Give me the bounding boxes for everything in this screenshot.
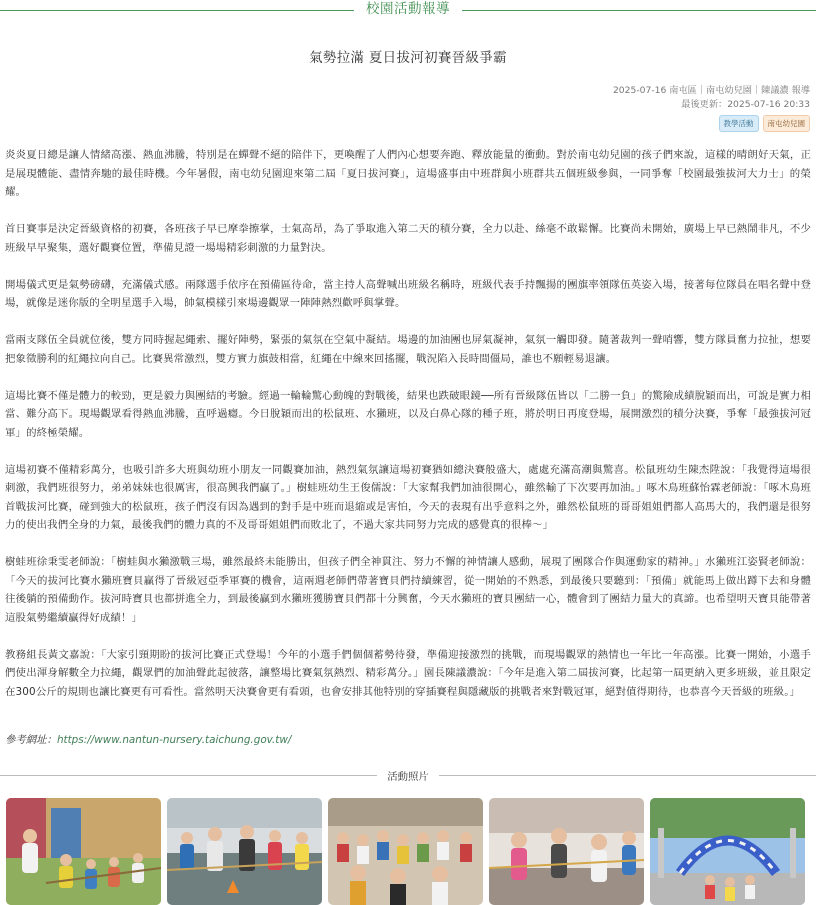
header-divider-right	[462, 10, 816, 11]
paragraph: 這場初賽不僅精彩萬分，也吸引許多大班與幼班小朋友一同觀賽加油，熱烈氣氛讓這場初賽猶如總決賽般盛大，處處充滿高潮與驚喜。松鼠班幼生陳杰陞說：「我覺得這場很刺激，我們班很努力，弟弟妹妹也很厲害，很高興我們贏了。」樹蛙班幼生王俊儒說：「大家幫我們加油很開心，雖然輸了下次要再加油。」啄木鳥班蘇怡霖老師說：「啄木鳥班首戰拔河比賽，碰到強大的松鼠班，孩子們沒有因為遇到的對手是中班而退縮或是害怕，今天的表現有出乎意料之外，雖然松鼠班的哥哥姐姐們都人高馬大的，我們還是很努力的使出我們全身的力氣，最後我們的體力真的不及哥哥姐姐們而敗北了，不過大家共同努力完成的感覺真的很棒～」	[5, 463, 811, 531]
tag-school[interactable]: 南屯幼兒園	[763, 115, 811, 132]
meta-line: 2025-07-16 南屯區｜南屯幼兒園｜陳議濃 報導	[612, 85, 810, 96]
activity-photo-2[interactable]	[167, 798, 322, 905]
activity-photo-5[interactable]	[650, 798, 805, 905]
photo-gallery	[6, 798, 811, 905]
paragraph: 開場儀式更是氣勢磅礴，充滿儀式感。兩隊選手依序在預備區待命，當主持人高聲喊出班級名稱時，班級代表手持飄揚的團旗率領隊伍英姿入場，接著每位隊員在唱名聲中登場，就像是迷你版的全明星選手入場，帥氣模樣引來場邊觀眾一陣陣熱烈歡呼與掌聲。	[5, 278, 811, 309]
paragraph: 這場比賽不僅是體力的較勁，更是毅力與團結的考驗。經過一輪輪驚心動魄的對戰後，結果也跌破眼鏡──所有晉級隊伍皆以「二勝一負」的驚險成績脫穎而出，可說是實力相當、難分高下。現場觀眾看得熱血沸騰，直呼過癮。今日脫穎而出的松鼠班、水獺班，以及白鼻心隊的種子班，將於明日再度登場，展開激烈的積分決賽，爭奪「最強拔河冠軍」的終極榮耀。	[5, 389, 811, 439]
article-meta	[613, 84, 810, 112]
activity-photo-4[interactable]	[489, 798, 644, 905]
reference-label: 參考網址：	[5, 734, 57, 746]
paragraph: 炎炎夏日總是讓人情緒高漲、熱血沸騰，特別是在蟬聲不絕的陪伴下，更喚醒了人們內心想要奔跑、釋放能量的衝動。對於南屯幼兒園的孩子們來說，這樣的晴朗好天氣，正是展現體能、盡情奔馳的最佳時機。今年暑假，南屯幼兒園迎來第二屆「夏日拔河賽」，這場盛事由中班群與小班群共五個班級參與，一同爭奪「校園最強拔河大力士」的榮耀。	[5, 149, 811, 198]
paragraph: 樹蛙班徐秉雯老師說：「樹蛙與水獺激戰三場，雖然最終未能勝出，但孩子們全神貫注、努力不懈的神情讓人感動，展現了團隊合作與運動家的精神。」水獺班江姿賢老師說：「今天的拔河比賽水獺班寶貝贏得了晉級冠亞季軍賽的機會，這兩週老師們帶著寶貝們持續練習，從一開始的不熟悉，到最後只要聽到：「預備」就能馬上做出蹲下去和身體往後躺的預備動作。拔河時寶貝也都拼進全力，到最後贏到水獺班獲勝寶貝們都十分興奮，今天水獺班的寶貝團結一心，體會到了團結力量大的真諦。也希望明天寶貝能帶著這股氣勢繼續贏得好成績！」	[5, 556, 811, 624]
section-title: 校園活動報導	[366, 1, 450, 17]
section-header	[0, 0, 816, 18]
reference-link[interactable]: https://www.nantun-nursery.taichung.gov.tw/	[56, 734, 292, 746]
reference	[5, 731, 291, 746]
paragraph: 教務組長黃文嘉說：「大家引頸期盼的拔河比賽正式登場！今年的小選手們個個蓄勢待發，準備迎接激烈的挑戰，而現場觀眾的熱情也一年比一年高漲。比賽一開始，小選手們使出渾身解數全力拉繩，觀眾們的加油聲此起彼落，讓整場比賽氣氛熱烈、精彩萬分。」園長陳議濃說：「今年是進入第二屆拔河賽，比起第一屆更納入更多班級，並且限定在300公斤的規則也讓比賽更有可看性。當然明天決賽會更有看頭，也會安排其他特別的穿插賽程與隱藏版的挑戰者來對戰冠軍，絕對值得期待，也恭喜今天晉級的班級。」	[5, 648, 811, 698]
header-divider-left	[0, 10, 354, 11]
tag-list	[719, 115, 811, 132]
paragraph: 首日賽事是決定晉級資格的初賽，各班孩子早已摩拳擦掌，士氣高昂，為了爭取進入第二天的積分賽，全力以赴、絲毫不敢鬆懈。比賽尚未開始，廣場上早已熱鬧非凡，不少班級早早聚集，選好觀賽位置，準備見證一場場精彩刺激的力量對決。	[5, 223, 811, 254]
photos-header	[0, 766, 816, 784]
article-title: 氣勢拉滿 夏日拔河初賽晉級爭霸	[309, 50, 507, 66]
activity-photo-1[interactable]	[6, 798, 161, 905]
paragraph: 當兩支隊伍全員就位後，雙方同時握起繩索、擺好陣勢，緊張的氣氛在空氣中凝結。場邊的加油團也屏氣凝神，氣氛一觸即發。隨著裁判一聲哨響，雙方隊員奮力拉扯，想要把象徵勝利的紅繩拉向自己。比賽異常激烈，雙方實力旗鼓相當，紅繩在中線來回搖擺，戰況陷入長時間僵局，誰也不願輕易退讓。	[5, 334, 811, 365]
updated-time: 最後更新：2025-07-16 20:33	[681, 99, 810, 110]
article-body	[5, 146, 811, 720]
activity-photo-3[interactable]	[328, 798, 483, 905]
photos-divider-left	[0, 775, 377, 776]
tag-teaching-activity[interactable]: 教學活動	[719, 115, 759, 132]
photos-divider-right	[439, 775, 816, 776]
photos-section-title: 活動照片	[387, 770, 429, 783]
